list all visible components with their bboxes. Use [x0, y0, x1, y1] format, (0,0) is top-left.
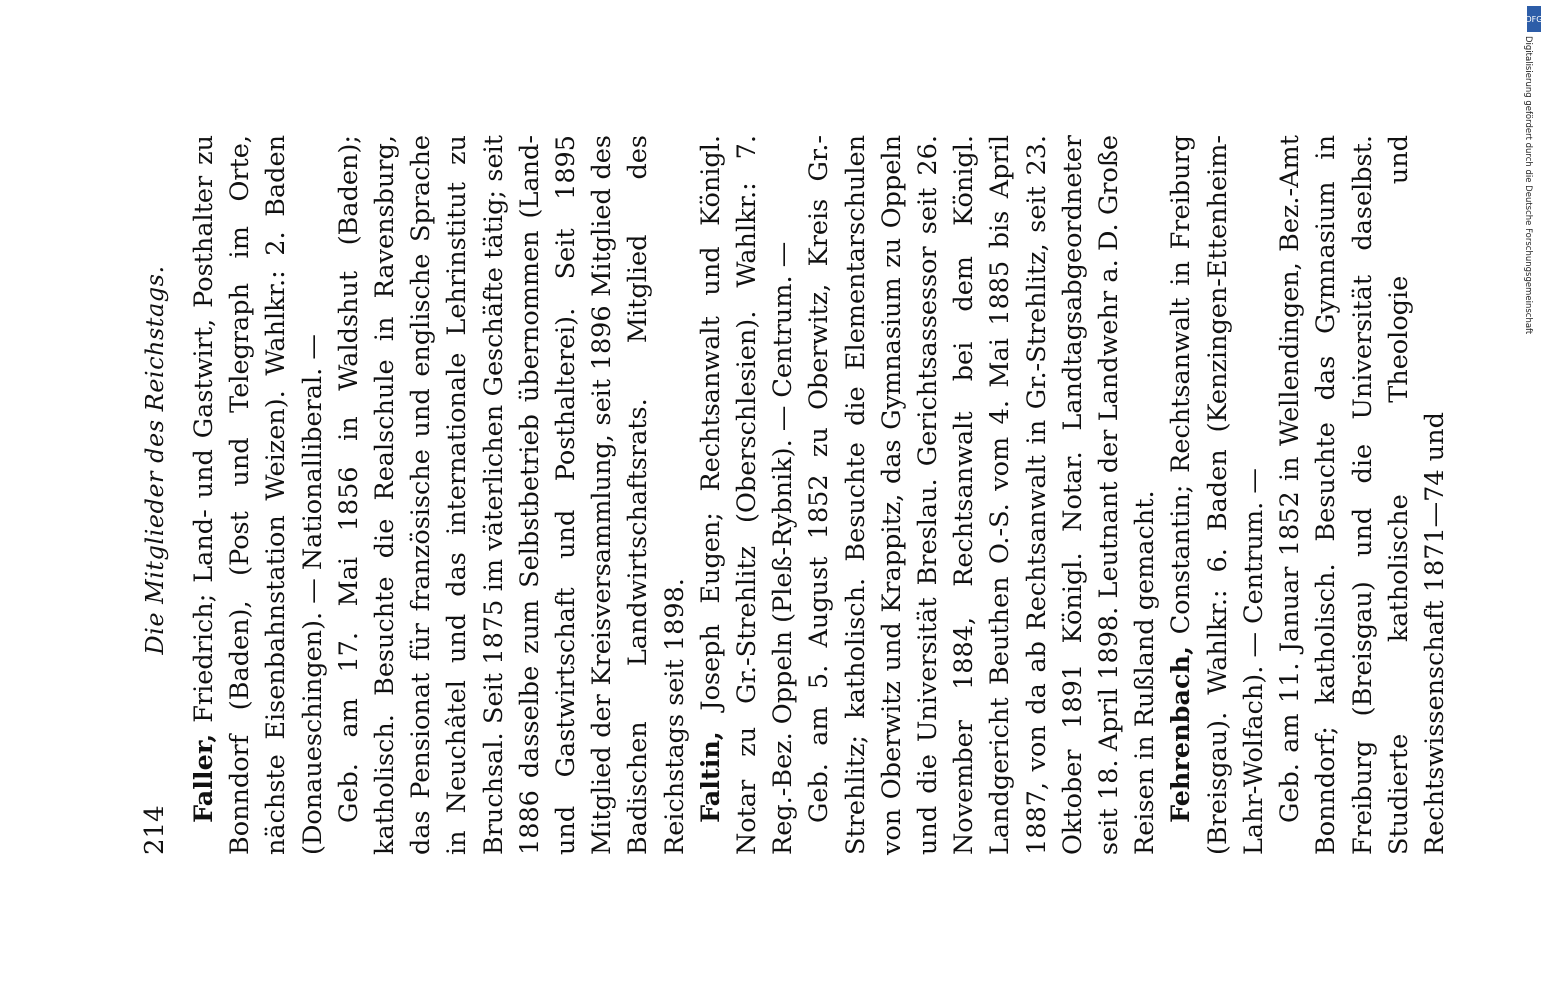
rotated-text-block: [140, 134, 1450, 855]
entry-intro: Joseph Eugen; Rechtsanwalt und Königl. Notar zu Gr.-Strehlitz (Oberschlesien). Wahlkr.: 7. Reg.-Bez. Oppeln (Pleß-Rybnik). — Centrum. —: [695, 134, 799, 855]
page-header: [140, 135, 180, 855]
entry-name: Faller,: [189, 733, 219, 823]
entry-fehrenbach: [1163, 135, 1272, 855]
entry-name: Faltin,: [695, 731, 726, 823]
page-number: 214: [140, 805, 170, 855]
entry-paragraph: Geb. am 11. Januar 1852 in Wellendingen, Bez.-Amt Bonndorf; katholisch. Besuchte das Gymnasium in Freiburg (Breisgau) und die Universität daselbst. Studierte katholische Theologie und Rechtswissenschaft 1871—74 und: [1275, 135, 1450, 855]
entry-faller: [186, 135, 331, 855]
dfg-logo: DFG: [1527, 6, 1541, 32]
entry-intro: Friedrich; Land- und Gastwirt, Posthalter zu Bonndorf (Baden), (Post und Telegraph im Orte, nächste Eisenbahnstation Weizen). Wahlkr.: 2. Baden (Donaueschingen). — Nationalliberal. —: [189, 135, 328, 855]
entry-name: Fehrenbach,: [1166, 646, 1197, 823]
entry-intro: Constantin; Rechtsanwalt in Freiburg (Breisgau). Wahlkr.: 6. Baden (Kenzingen-Ettenheim-Lahr-Wolfach). — Centrum. —: [1166, 134, 1269, 855]
entry-paragraph: Geb. am 5. August 1852 zu Oberwitz, Kreis Gr.-Strehlitz; katholisch. Besuchte die Elementarschulen von Oberwitz und Krappitz, das Gymnasium zu Oppeln und die Universität Breslau. Gerichtsassessor seit 26. November 1884, Rechtsanwalt bei dem Königl. Landgericht Beuthen O.-S. vom 4. Mai 1885 bis April 1887, von da ab Rechtsanwalt in Gr.-Strehlitz, seit 23. Oktober 1891 Königl. Notar. Landtagsabgeordneter seit 18. April 1898. Leutnant der Landwehr a. D. Große Reisen in Rußland gemacht.: [804, 135, 1161, 855]
running-head: Die Mitglieder des Reichstags.: [141, 265, 169, 655]
page-content: [140, 134, 1450, 855]
entry-paragraph: Geb. am 17. Mai 1856 in Waldshut (Baden); katholisch. Besuchte die Realschule in Ravensburg, das Pensionat für französische und englische Sprache in Neuchâtel und das internationale Lehrinstitut zu Bruchsal. Seit 1875 im väterlichen Geschäfte tätig; seit 1886 dasselbe zum Selbstbetrieb übernommen (Land- und Gastwirtschaft und Posthalterei). Seit 1895 Mitglied der Kreisversammlung, seit 1896 Mitglied des Badischen Landwirtschaftsrats. Mitglied des Reichstags seit 1898.: [333, 135, 690, 855]
dfg-watermark-text: Digitalisierung gefördert durch die Deutsche Forschungsgemeinschaft: [1523, 36, 1533, 335]
entry-faltin: [693, 135, 802, 855]
